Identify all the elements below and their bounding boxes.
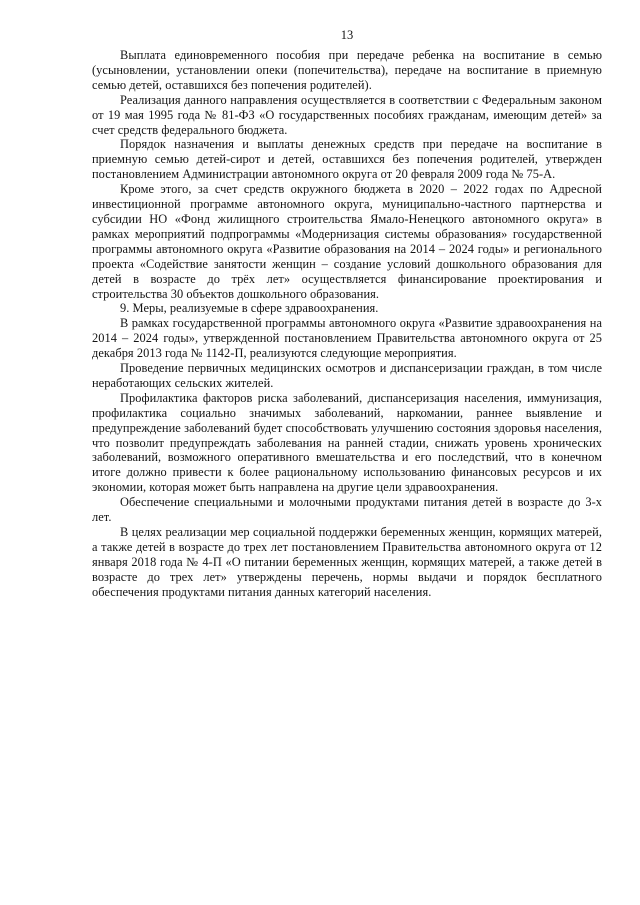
paragraph-lump-sum-benefit: Выплата единовременного пособия при передаче ребенка на воспитание в семью (усыновлении, установлении опеки (попечительства), передаче на воспитание в приемную семью детей, оставшихся без попечения родителей). (92, 48, 602, 92)
paragraph-disease-prevention: Профилактика факторов риска заболеваний, диспансеризация населения, иммунизация, профилактика социально значимых заболеваний, наркомании, раннее выявление и предупреждение заболеваний будет способствовать улучшению состояния здоровья населения, что позволит предупреждать заболевания на ранней стадии, снижать уровень хронических заболеваний, возможного оперативного вмешательства и его последствий, что в конечном итоге должно привести к более рациональному использованию финансовых ресурсов и их экономии, которая может быть направлена на другие цели здравоохранения. (92, 390, 602, 495)
paragraph-payment-procedure: Порядок назначения и выплаты денежных средств при передаче на воспитание в приемную семью детей-сирот и детей, оставшихся без попечения родителей, утвержден постановлением Администрации автономного округа от 20 февраля 2009 года № 75-А. (92, 137, 602, 182)
paragraph-federal-law: Реализация данного направления осуществляется в соответствии с Федеральным законом от 19 мая 1995 года № 81-ФЗ «О государственных пособиях гражданам, имеющим детей» за счет средств федерального бюджета. (92, 92, 602, 137)
paragraph-medical-examinations: Проведение первичных медицинских осмотров и диспансеризации граждан, в том числе неработающих сельских жителей. (92, 361, 602, 390)
paragraph-social-support-nutrition: В целях реализации мер социальной поддержки беременных женщин, кормящих матерей, а также детей в возрасте до трех лет постановлением Правительства автономного округа от 12 января 2018 года № 4-П «О питании беременных женщин, кормящих матерей, а также детей в возрасте до трех лет» утверждены перечень, нормы выдачи и порядок бесплатного обеспечения продуктами питания данных категорий населения. (92, 525, 602, 599)
paragraph-preschool-construction: Кроме этого, за счет средств окружного бюджета в 2020 – 2022 годах по Адресной инвестиционной программе автономного округа, муниципально-частного партнерства и субсидии НО «Фонд жилищного строительства Ямало-Ненецкого автономного округа» в рамках мероприятий подпрограммы «Модернизация системы образования» государственной программы автономного округа «Развитие образования на 2014 – 2024 годы» и регионального проекта «Содействие занятости женщин – создание условий дошкольного образования для детей в возрасте до трёх лет» осуществляется финансирование проектирования и строительства 30 объектов дошкольного образования. (92, 182, 602, 301)
section-heading-healthcare: 9. Меры, реализуемые в сфере здравоохранения. (120, 301, 379, 316)
document-body (92, 48, 602, 600)
page-number: 13 (340, 28, 354, 42)
paragraph-healthcare-program: В рамках государственной программы автономного округа «Развитие здравоохранения на 2014 – 2024 годы», утвержденной постановлением Правительства автономного округа от 25 декабря 2013 года № 1142-П, реализуются следующие мероприятия. (92, 316, 602, 361)
paragraph-infant-nutrition: Обеспечение специальными и молочными продуктами питания детей в возрасте до 3-х лет. (92, 495, 602, 525)
